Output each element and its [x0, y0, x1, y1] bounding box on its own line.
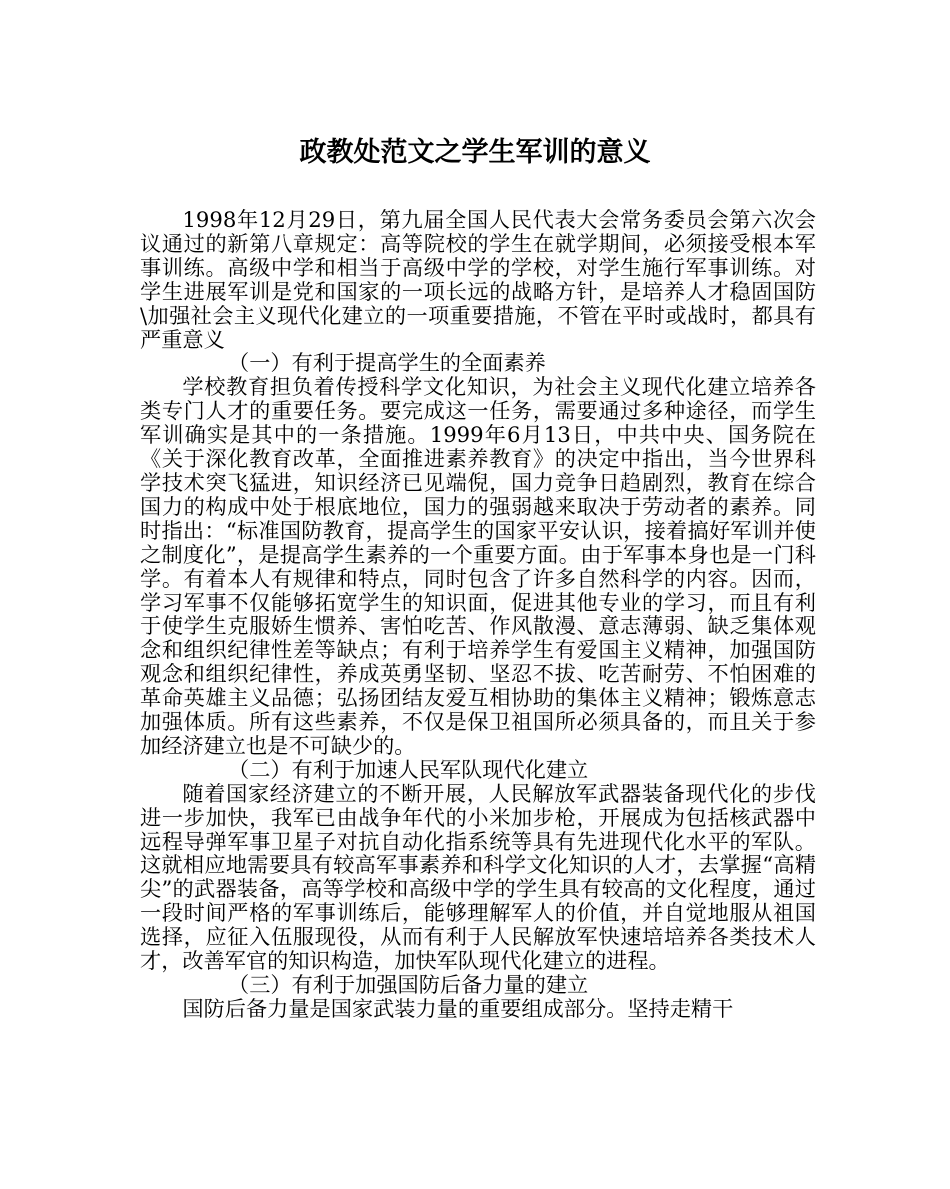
paragraph-section-1: 学校教育担负着传授科学文化知识，为社会主义现代化建立培养各类专门人才的重要任务。要完成这一任务，需要通过多种途径，而学生军训确实是其中的一条措施。1999年6月13日，中共中央、国务院在《关于深化教育改革，全面推进素养教育》的决定中指出，当今世界科学技术突飞猛进，知识经济已见端倪，国力竞争日趋剧烈，教育在综合国力的构成中处于根底地位，国力的强弱越来取决于劳动者的素养。同时指出：“标准国防教育，提高学生的国家平安认识，接着搞好军训并使之制度化”，是提高学生素养的一个重要方面。由于军事本身也是一门科学。有着本人有规律和特点，同时包含了许多自然科学的内容。因而，学习军事不仅能够拓宽学生的知识面，促进其他专业的学习，而且有利于使学生克服娇生惯养、害怕吃苦、作风散漫、意志薄弱、缺乏集体观念和组织纪律性差等缺点；有利于培养学生有爱国主义精神，加强国防观念和组织纪律性，养成英勇坚韧、坚忍不拔、吃苦耐劳、不怕困难的革命英雄主义品德；弘扬团结友爱互相协助的集体主义精神；锻炼意志加强体质。所有这些素养，不仅是保卫祖国所必须具备的，而且关于参加经济建立也是不可缺少的。 [140, 374, 816, 758]
document-title: 政教处范文之学生军训的意义 [299, 137, 651, 168]
section-heading-2: （二）有利于加速人民军队现代化建立 [228, 756, 589, 782]
section-heading-3: （三）有利于加强国防后备力量的建立 [228, 972, 589, 997]
section-heading-1: （一）有利于提高学生的全面素养 [228, 350, 546, 376]
paragraph-intro: 1998年12月29日，第九届全国人民代表大会常务委员会第六次会议通过的新第八章规定：高等院校的学生在就学期间，必须接受根本军事训练。高级中学和相当于高级中学的学校，对学生施行军事训练。对学生进展军训是党和国家的一项长远的战略方针，是培养人才稳固国防\加强社会主义现代化建立的一项重要措施，不管在平时或战时，都具有严重意义 [140, 207, 816, 352]
document-body [140, 208, 816, 1021]
paragraph-section-3: 国防后备力量是国家武装力量的重要组成部分。坚持走精干 [182, 995, 734, 1021]
paragraph-section-2: 随着国家经济建立的不断开展，人民解放军武器装备现代化的步伐进一步加快，我军已由战争年代的小米加步枪，开展成为包括核武器中远程导弹军事卫星子对抗自动化指系统等具有先进现代化水平的军队。这就相应地需要具有较高军事素养和科学文化知识的人才，去掌握“高精尖”的武器装备，高等学校和高级中学的学生具有较高的文化程度，通过一段时间严格的军事训练后，能够理解军人的价值，并自觉地服从祖国选择，应征入伍服现役，从而有利于人民解放军快速培培养各类技术人才，改善军官的知识构造，加快军队现代化建立的进程。 [140, 780, 816, 974]
